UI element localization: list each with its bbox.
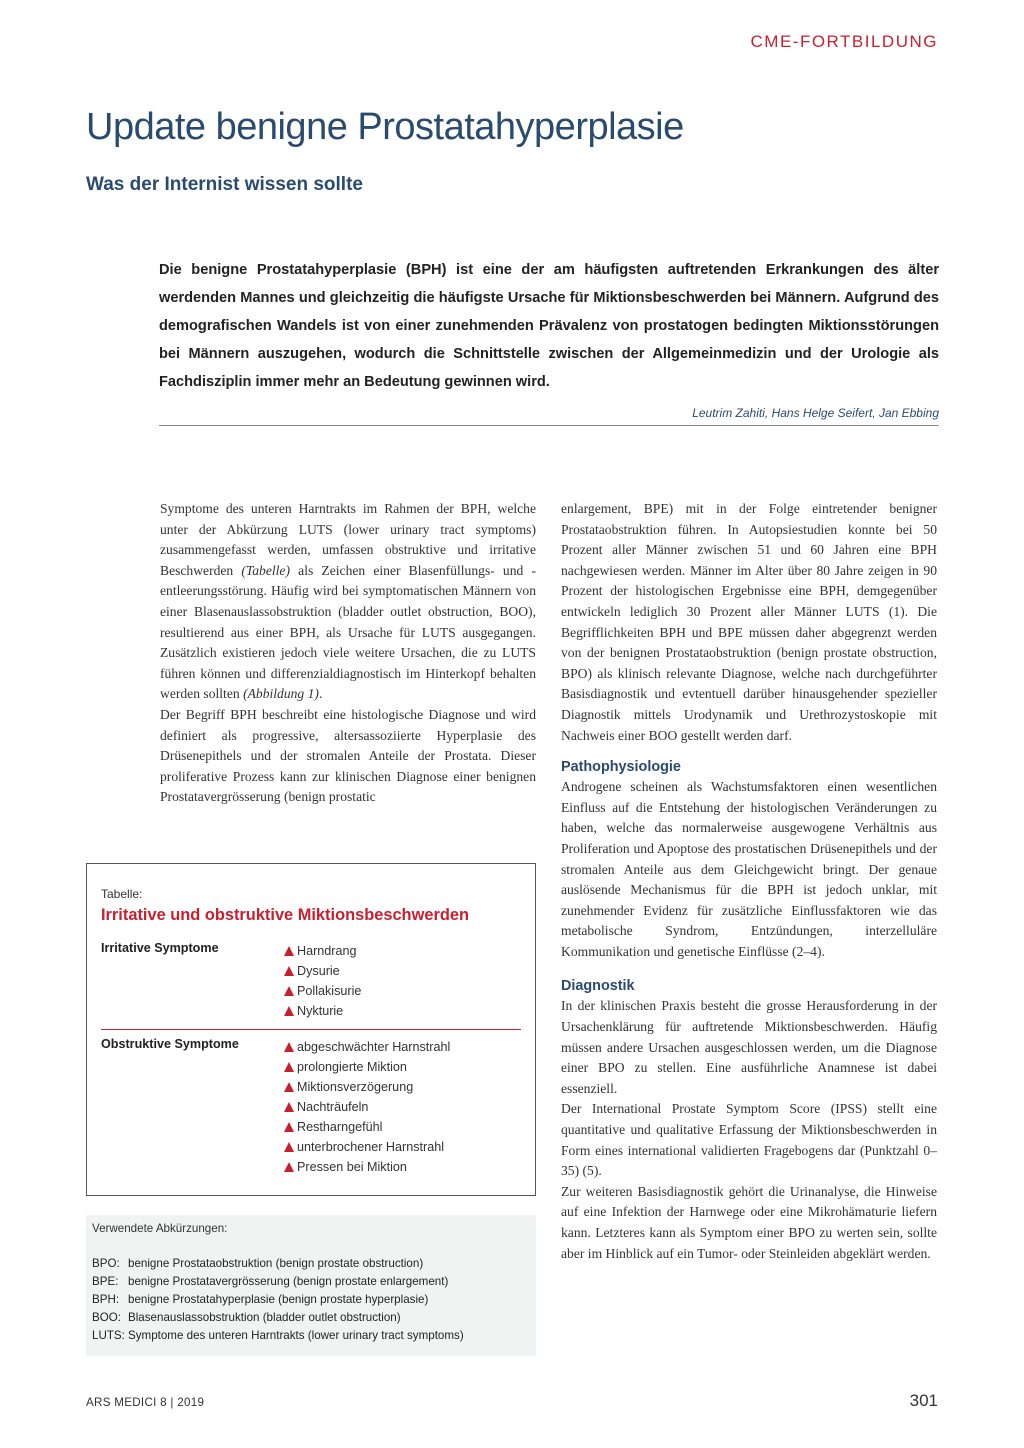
lead-divider xyxy=(159,425,939,426)
footer-journal: ARS MEDICI 8 | 2019 xyxy=(86,1396,205,1409)
abbreviation-text: Blasenauslassobstruktion (bladder outlet obstruction) xyxy=(128,1311,401,1324)
abbreviation-key: BPO: xyxy=(92,1257,120,1270)
triangle-bullet-icon xyxy=(284,1102,294,1112)
list-item xyxy=(284,1157,450,1177)
table-reference: (Tabelle) xyxy=(241,562,290,578)
abbreviation-text: benigne Prostataobstruktion (benign prostate obstruction) xyxy=(128,1257,424,1270)
abbreviation-key: LUTS: xyxy=(92,1329,125,1342)
table-title: Irritative und obstruktive Miktionsbeschwerden xyxy=(101,906,469,924)
triangle-bullet-icon xyxy=(284,986,294,996)
section-heading-pathophysiologie: Pathophysiologie xyxy=(561,759,681,776)
page-number: 301 xyxy=(909,1391,938,1410)
paragraph: enlargement, BPE) mit in der Folge eintretender benigner Prostataobstruktion führen. In Autopsiestudien konnte bei 50 Prozent aller Männer zwischen 51 und 60 Jahren eine BPH nachgewiesen werden. Männer im Alter über 80 Jahre zeigen in 90 Prozent der histologischen Ergebnisse eine BPH, demgegenüber entwickeln lediglich 30 Prozent aller Männer LUTS (1). Die Begrifflichkeiten BPH und BPE müssen daher abgegrenzt werden von der benignen Prostataobstruktion (benign prostate obstruction, BPO) als klinisch relevante Diagnose, welche nach durchgeführter Basisdiagnostik und evtentuell darüber hinausgehender spezieller Diagnostik mittels Urodynamik und Urethrozystoskopie mit Nachweis einer BOO gestellt werden darf. xyxy=(561,501,937,743)
paragraph: Zur weiteren Basisdiagnostik gehört die Urinanalyse, die Hinweise auf eine Infektion der Harnwege oder eine Mikrohämaturie liefern kann. Letzteres kann als Symptom einer BPO zu werten sein, sollte aber im Hinblick auf ein Tumor- oder Steinleiden abgeklärt werden. xyxy=(561,1183,937,1261)
abbreviation-key: BOO: xyxy=(92,1311,121,1324)
item-text: Dysurie xyxy=(297,964,340,978)
abbreviation-text: benigne Prostatavergrösserung (benign prostate enlargement) xyxy=(128,1275,449,1288)
text-span: Symptome des unteren Harntrakts im Rahmen der BPH, welche unter der Abkürzung LUTS (lower urinary tract symptoms) zusammengefasst werden, umfassen obstruktive und irritative Beschwerden xyxy=(160,501,536,578)
item-text: Pressen bei Miktion xyxy=(297,1160,407,1174)
abbreviations-title: Verwendete Abkürzungen: xyxy=(92,1222,228,1235)
paragraph: Androgene scheinen als Wachstumsfaktoren einen wesentlichen Einfluss auf die Entstehung der histologischen Veränderungen zu haben, welche das normalerweise ausgewogene Verhältnis aus Proliferation und Apoptose des prostatischen Drüsenepithels und der stromalen Anteile aus dem Gleichgewicht bringt. Der genaue auslösende Mechanismus für die BPH ist jedoch unklar, mit zunehmender Evidenz für zusätzliche Einflussfaktoren wie das metabolische Syndrom, Entzündungen, interzelluläre Kommunikation und genetische Einflüsse (2–4). xyxy=(561,779,937,959)
table-group-name: Irritative Symptome xyxy=(101,941,219,955)
abbreviations-list xyxy=(92,1255,464,1345)
paragraph: In der klinischen Praxis besteht die grosse Herausforderung in der Ursachenklärung für auftretende Miktionsbeschwerden. Häufig müssen andere Ursachen ausgeschlossen werden, um die Diagnose einer BPO zu stellen. Eine ausführliche Anamnese ist dabei essenziell. xyxy=(561,998,937,1096)
article-title: Update benigne Prostatahyperplasie xyxy=(86,106,684,148)
section-heading-diagnostik: Diagnostik xyxy=(561,978,635,995)
right-column xyxy=(561,499,937,1264)
item-text: Restharngefühl xyxy=(297,1120,383,1134)
item-text: Miktionsverzögerung xyxy=(297,1080,414,1094)
item-text: unterbrochener Harnstrahl xyxy=(297,1140,445,1154)
item-text: Nykturie xyxy=(297,1004,344,1018)
triangle-bullet-icon xyxy=(284,1006,294,1016)
list-item xyxy=(284,1001,361,1021)
abbreviations-box xyxy=(86,1215,536,1356)
list-item xyxy=(284,1117,450,1137)
triangle-bullet-icon xyxy=(284,1142,294,1152)
list-item xyxy=(284,1057,450,1077)
abbreviation-item xyxy=(92,1273,464,1291)
paragraph: Der Begriff BPH beschreibt eine histologische Diagnose und wird definiert als progressive, altersassoziierte Hyperplasie des Drüsenepithels und der stromalen Anteile der Prostata. Dieser proliferative Prozess kann zur klinischen Diagnose einer benignen Prostatavergrösserung (benign prostatic xyxy=(160,706,536,805)
triangle-bullet-icon xyxy=(284,1082,294,1092)
list-item xyxy=(284,941,361,961)
text-span: als Zeichen einer Blasenfüllungs- und -entleerungsstörung. Häufig wird bei symptomatischen Männern von einer Blasenauslassobstruktion (bladder outlet obstruction, BOO), resultierend aus einer BPH, als Ursache für LUTS ausgegangen. Zusätzlich existieren jedoch viele weitere Ursachen, die zu LUTS führen können und differenzialdiagnostisch im Hinterkopf behalten werden sollten xyxy=(160,562,537,702)
symptom-table xyxy=(86,863,536,1196)
list-item xyxy=(284,1037,450,1057)
abbreviation-item xyxy=(92,1327,464,1345)
section-label: CME-FORTBILDUNG xyxy=(750,32,938,51)
triangle-bullet-icon xyxy=(284,1062,294,1072)
symptom-list xyxy=(284,1037,450,1177)
symptom-list xyxy=(284,941,361,1021)
article-subtitle: Was der Internist wissen sollte xyxy=(86,174,363,195)
abbreviation-item xyxy=(92,1255,464,1273)
lead-paragraph: Die benigne Prostatahyperplasie (BPH) ist eine der am häufigsten auftretenden Erkrankungen des älter werdenden Mannes und gleichzeitig die häufigste Ursache für Miktionsbeschwerden bei Männern. Aufgrund des demografischen Wandels ist von einer zunehmenden Prävalenz von prostatogen bedingten Miktionsstörungen bei Männern auszugehen, wodurch die Schnittstelle zwischen der Allgemeinmedizin und der Urologie als Fachdisziplin immer mehr an Bedeutung gewinnen wird. xyxy=(159,262,939,390)
triangle-bullet-icon xyxy=(284,1162,294,1172)
text-span: . xyxy=(318,686,323,702)
abbreviation-key: BPH: xyxy=(92,1293,120,1306)
item-text: prolongierte Miktion xyxy=(297,1060,407,1074)
paragraph xyxy=(160,499,536,705)
item-text: Nachträufeln xyxy=(297,1100,369,1114)
item-text: Pollakisurie xyxy=(297,984,362,998)
figure-reference: (Abbildung 1) xyxy=(243,686,319,702)
abbreviation-item xyxy=(92,1291,464,1309)
abbreviation-text: benigne Prostatahyperplasie (benign prostate hyperplasie) xyxy=(128,1293,429,1306)
triangle-bullet-icon xyxy=(284,1042,294,1052)
table-divider xyxy=(101,1029,521,1030)
table-group-name: Obstruktive Symptome xyxy=(101,1037,239,1051)
abbreviation-item xyxy=(92,1309,464,1327)
left-column xyxy=(160,499,536,808)
triangle-bullet-icon xyxy=(284,966,294,976)
item-text: Harndrang xyxy=(297,944,357,958)
list-item xyxy=(284,1077,450,1097)
triangle-bullet-icon xyxy=(284,946,294,956)
list-item xyxy=(284,961,361,981)
paragraph: Der International Prostate Symptom Score (IPSS) stellt eine quantitative und qualitative Erfassung der Miktionsbeschwerden in Form eines international validierten Fragebogens dar (Punktzahl 0–35) (5). xyxy=(561,1101,937,1179)
list-item xyxy=(284,1097,450,1117)
abbreviation-text: Symptome des unteren Harntrakts (lower urinary tract symptoms) xyxy=(128,1329,464,1342)
list-item xyxy=(284,1137,450,1157)
table-label: Tabelle: xyxy=(101,887,143,901)
item-text: abgeschwächter Harnstrahl xyxy=(297,1040,451,1054)
authors: Leutrim Zahiti, Hans Helge Seifert, Jan Ebbing xyxy=(692,406,939,420)
triangle-bullet-icon xyxy=(284,1122,294,1132)
abbreviation-key: BPE: xyxy=(92,1275,119,1288)
list-item xyxy=(284,981,361,1001)
